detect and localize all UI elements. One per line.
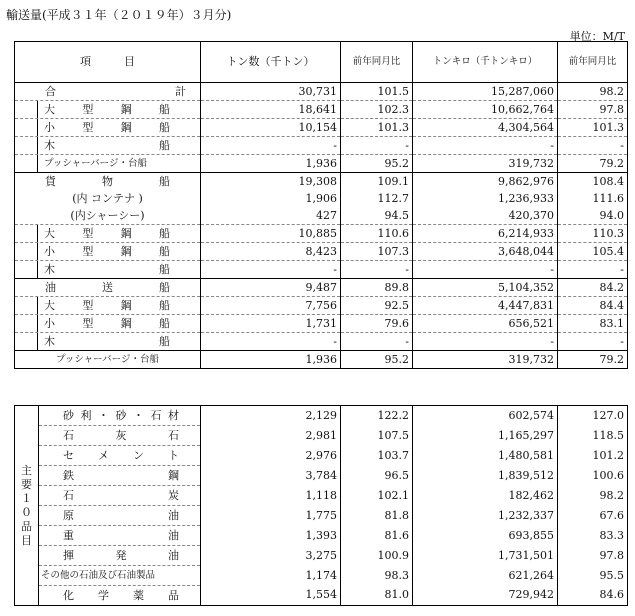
cell-tonkm-yoy: -	[558, 333, 628, 351]
cell-tons-yoy: 122.2	[341, 406, 413, 426]
cell-tons-yoy: 102.1	[341, 486, 413, 506]
cell-tonkm-yoy: 95.5	[558, 566, 628, 586]
cell-tons: 1,906	[201, 190, 341, 207]
commodity-label: 揮 発 油	[39, 546, 201, 566]
header-tonkm: トンキロ（千トンキロ）	[413, 42, 558, 83]
cell-tons-yoy: 100.9	[341, 546, 413, 566]
table-row	[15, 83, 628, 101]
row-label: 小 型 鋼 船	[44, 120, 170, 134]
commodity-label: その他の石油及び石油製品	[39, 566, 201, 586]
cell-tonkm-yoy: 98.2	[558, 486, 628, 506]
row-label: 木 船	[44, 334, 170, 348]
table-row	[15, 261, 628, 279]
row-label: 小 型 鋼 船	[44, 316, 170, 330]
cell-tons-yoy: 96.5	[341, 466, 413, 486]
cell-tons-yoy: 110.6	[341, 225, 413, 243]
cell-tons: 1,936	[201, 155, 341, 173]
cell-tons-yoy: 107.5	[341, 426, 413, 446]
cell-tonkm: 602,574	[413, 406, 558, 426]
page-title: 輸送量(平成３１年（２０１９年）３月分)	[6, 8, 232, 22]
cell-tonkm: 15,287,060	[413, 83, 558, 101]
cell-tons: 2,976	[201, 446, 341, 466]
cell-tonkm: 1,165,297	[413, 426, 558, 446]
cell-tons-yoy: 94.5	[341, 207, 413, 225]
cell-tons: 1,936	[201, 351, 341, 369]
cell-tonkm: 5,104,352	[413, 279, 558, 297]
cell-tons: 19,308	[201, 173, 341, 191]
cell-tons: -	[201, 333, 341, 351]
cell-tonkm-yoy: 98.2	[558, 83, 628, 101]
commodity-group-text: 主要１０品目	[21, 463, 32, 547]
table-row	[15, 279, 628, 297]
cell-tonkm-yoy: 84.2	[558, 279, 628, 297]
cell-tonkm-yoy: 79.2	[558, 351, 628, 369]
row-label: 大 型 鋼 船	[44, 298, 170, 312]
row-label: 大 型 鋼 船	[44, 226, 170, 240]
cell-tons: 2,981	[201, 426, 341, 446]
cell-tonkm: 621,264	[413, 566, 558, 586]
cell-tonkm-yoy: 83.3	[558, 526, 628, 546]
cell-tonkm-yoy: 84.4	[558, 297, 628, 315]
cell-tons-yoy: 95.2	[341, 351, 413, 369]
cell-tonkm: 693,855	[413, 526, 558, 546]
cell-tonkm-yoy: 100.6	[558, 466, 628, 486]
table-row	[15, 586, 628, 606]
table-row	[15, 137, 628, 155]
cell-tons-yoy: 81.8	[341, 506, 413, 526]
cell-tonkm: 182,462	[413, 486, 558, 506]
cell-tonkm-yoy: 105.4	[558, 243, 628, 261]
cell-tons: 2,129	[201, 406, 341, 426]
cell-tonkm: 729,942	[413, 586, 558, 606]
row-label: 木 船	[44, 138, 170, 152]
cell-tonkm: 319,732	[413, 155, 558, 173]
commodity-label: 砂利・砂・石材	[39, 406, 201, 426]
table-row	[15, 486, 628, 506]
table-row	[15, 155, 628, 173]
cell-tonkm: -	[413, 261, 558, 279]
table-row	[15, 225, 628, 243]
table-row	[15, 466, 628, 486]
table-row	[15, 243, 628, 261]
cell-tonkm-yoy: 110.3	[558, 225, 628, 243]
cell-tons: 3,784	[201, 466, 341, 486]
table-row	[15, 315, 628, 333]
commodity-label: 石 灰 石	[39, 426, 201, 446]
row-label: プッシャーバージ・台船	[44, 157, 147, 169]
header-tonkm-yoy: 前年同月比	[558, 42, 628, 83]
header-tons-yoy: 前年同月比	[341, 42, 413, 83]
commodity-group-label	[15, 406, 39, 606]
cell-tons-yoy: 101.3	[341, 119, 413, 137]
row-label: 貨 物 船	[45, 174, 170, 188]
cell-tonkm-yoy: 118.5	[558, 426, 628, 446]
cell-tons: 9,487	[201, 279, 341, 297]
table-row	[15, 546, 628, 566]
cell-tons: 3,275	[201, 546, 341, 566]
row-label: 大 型 鋼 船	[44, 102, 170, 116]
cell-tonkm: -	[413, 137, 558, 155]
table-row	[15, 207, 628, 225]
commodity-label: 鉄 鋼	[39, 466, 201, 486]
cell-tonkm: -	[413, 333, 558, 351]
commodity-table	[14, 405, 628, 606]
cell-tonkm: 10,662,764	[413, 101, 558, 119]
row-label: 木 船	[44, 262, 170, 276]
cell-tons-yoy: 109.1	[341, 173, 413, 191]
table-row	[15, 566, 628, 586]
cell-tons-yoy: 89.8	[341, 279, 413, 297]
cell-tonkm: 1,236,933	[413, 190, 558, 207]
table-row	[15, 426, 628, 446]
cell-tons: 1,731	[201, 315, 341, 333]
cell-tonkm-yoy: 101.3	[558, 119, 628, 137]
cell-tonkm-yoy: 67.6	[558, 506, 628, 526]
cell-tonkm-yoy: 127.0	[558, 406, 628, 426]
table-row	[15, 506, 628, 526]
cell-tonkm: 1,839,512	[413, 466, 558, 486]
cell-tons-yoy: 98.3	[341, 566, 413, 586]
cell-tons-yoy: -	[341, 137, 413, 155]
transport-table	[14, 41, 628, 369]
cell-tons: 30,731	[201, 83, 341, 101]
cell-tons-yoy: 102.3	[341, 101, 413, 119]
cell-tons: 1,118	[201, 486, 341, 506]
cell-tonkm-yoy: -	[558, 137, 628, 155]
table-row	[15, 406, 628, 426]
cell-tons: 18,641	[201, 101, 341, 119]
cell-tonkm: 4,447,831	[413, 297, 558, 315]
cell-tonkm: 6,214,933	[413, 225, 558, 243]
cell-tons: 1,775	[201, 506, 341, 526]
cell-tonkm-yoy: 97.8	[558, 101, 628, 119]
row-label: (内シャーシー)	[70, 208, 145, 222]
commodity-label: 重 油	[39, 526, 201, 546]
cell-tons: -	[201, 261, 341, 279]
cell-tonkm: 1,232,337	[413, 506, 558, 526]
cell-tonkm: 9,862,976	[413, 173, 558, 191]
cell-tons: 7,756	[201, 297, 341, 315]
cell-tons: 1,393	[201, 526, 341, 546]
cell-tons-yoy: -	[341, 333, 413, 351]
header-item: 項 目	[15, 42, 201, 83]
cell-tonkm-yoy: 79.2	[558, 155, 628, 173]
cell-tons: 1,554	[201, 586, 341, 606]
table-row	[15, 333, 628, 351]
table-row	[15, 101, 628, 119]
cell-tonkm: 420,370	[413, 207, 558, 225]
cell-tonkm-yoy: 97.8	[558, 546, 628, 566]
row-label: 合 計	[45, 84, 186, 98]
table-row	[15, 526, 628, 546]
cell-tonkm: 4,304,564	[413, 119, 558, 137]
commodity-label: 石 炭	[39, 486, 201, 506]
table-row	[15, 119, 628, 137]
commodity-label: 原 油	[39, 506, 201, 526]
row-label: プッシャーバージ・台船	[56, 353, 159, 365]
cell-tons: 10,154	[201, 119, 341, 137]
table-row	[15, 297, 628, 315]
cell-tons-yoy: 101.5	[341, 83, 413, 101]
cell-tons-yoy: 95.2	[341, 155, 413, 173]
row-label: (内 コンテナ )	[72, 191, 143, 205]
cell-tonkm: 1,731,501	[413, 546, 558, 566]
cell-tons: -	[201, 137, 341, 155]
cell-tonkm: 3,648,044	[413, 243, 558, 261]
table-row	[15, 173, 628, 191]
cell-tons: 427	[201, 207, 341, 225]
row-label: 小 型 鋼 船	[44, 244, 170, 258]
cell-tons-yoy: -	[341, 261, 413, 279]
commodity-label: 化 学 薬 品	[39, 586, 201, 606]
table-row	[15, 446, 628, 466]
cell-tons-yoy: 81.0	[341, 586, 413, 606]
commodity-label: セ メ ン ト	[39, 446, 201, 466]
cell-tonkm-yoy: 111.6	[558, 190, 628, 207]
cell-tons-yoy: 112.7	[341, 190, 413, 207]
cell-tonkm: 319,732	[413, 351, 558, 369]
cell-tons-yoy: 92.5	[341, 297, 413, 315]
cell-tons-yoy: 79.6	[341, 315, 413, 333]
cell-tons: 8,423	[201, 243, 341, 261]
table-row	[15, 351, 628, 369]
table-row	[15, 190, 628, 207]
cell-tons: 10,885	[201, 225, 341, 243]
cell-tonkm-yoy: 84.6	[558, 586, 628, 606]
cell-tonkm-yoy: -	[558, 261, 628, 279]
cell-tons-yoy: 81.6	[341, 526, 413, 546]
cell-tonkm: 656,521	[413, 315, 558, 333]
row-label: 油 送 船	[45, 280, 170, 294]
cell-tons-yoy: 103.7	[341, 446, 413, 466]
cell-tons: 1,174	[201, 566, 341, 586]
cell-tonkm: 1,480,581	[413, 446, 558, 466]
cell-tonkm-yoy: 101.2	[558, 446, 628, 466]
cell-tonkm-yoy: 83.1	[558, 315, 628, 333]
header-row	[15, 42, 628, 83]
unit-label: 単位：M/T	[569, 30, 625, 43]
cell-tonkm-yoy: 108.4	[558, 173, 628, 191]
cell-tons-yoy: 107.3	[341, 243, 413, 261]
cell-tonkm-yoy: 94.0	[558, 207, 628, 225]
header-tons: トン数（千トン）	[201, 42, 341, 83]
